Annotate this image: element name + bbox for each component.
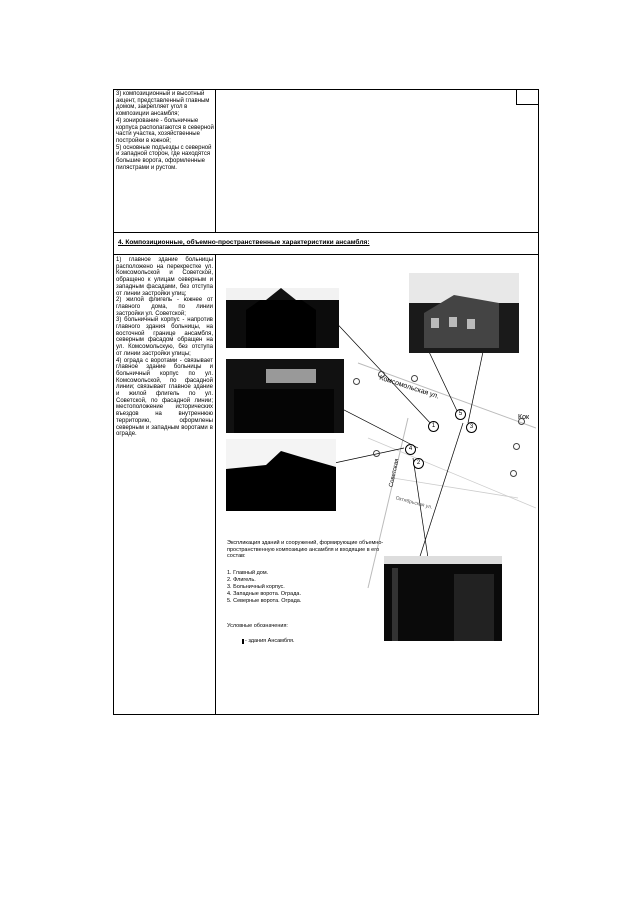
characteristics-list [116,257,213,438]
list-item: 1) главное здание больницы расположено на перекрестке ул. Комсомольской и Советской, обращено к улицам северным и западным фасадами, без отступа от линии застройки улиц; [116,257,213,297]
street-label: Советская [388,458,401,488]
map-marker-5: 5 [455,409,466,420]
corner-box [516,89,539,105]
explication-list [227,570,377,605]
top-column-divider [215,89,216,232]
photo-hospital-building [226,359,344,433]
list-item: 4) ограда с воротами - связывает главное здание больницы и больничный корпус по ул. Комсомольской, по фасадной линии; связывает главное здание и жилой флигель по ул. Советской, по фасадной линии; местоположение исторических въездов на внутреннюю территорию, оформлены северным и западным воротами в ограде. [116,357,213,438]
map-marker-3: 3 [466,422,477,433]
explication-item: 1. Главный дом. [227,570,269,576]
bottom-column-divider [215,254,216,715]
street-label: Октябрьская ул. [394,495,433,511]
site-map [218,258,536,708]
row-divider-2 [113,254,539,255]
list-item: 2) жилой флигель - южнее от главного дома, по линии застройки ул. Советской; [116,297,213,317]
explication-item: 3. Больничный корпус. [227,584,285,590]
explication-item: 5. Северные ворота. Ограда. [227,598,302,604]
poi-icon [373,450,380,457]
street-label: Комсомольская ул. [378,374,440,401]
photo-main-house [226,288,339,348]
legend-title: Условные обозначения: [227,623,288,629]
row-divider-1 [113,232,539,233]
building-symbol-icon [242,639,244,644]
street-label: Кок [518,414,530,421]
list-item: 3) больничный корпус - напротив главного здания больницы, на восточной границе ансамбля, северным фасадом обращен на ул. Комсомольскую, без отступа от линии застройки улицы; [116,317,213,357]
explication-item: 2. Флигель. [227,577,256,583]
photo-wing [409,273,519,353]
explication-title: Экспликация зданий и сооружений, формирующие объемно-пространственную композицию ансамбля и входящие в его состав: [227,540,384,559]
poi-icon [510,470,517,477]
photo-north-gate [384,556,502,641]
map-marker-4: 4 [405,444,416,455]
map-marker-1: 1 [428,421,439,432]
top-left-text: 3) композиционный и высотный акцент, представленный главным домом, закрепляет угол в композиции ансамбля; 4) зонирование - больничные корпуса располагаются в северной части участка, хозяйственные постройки в южной; 5) основные подъезды с северной и западной сторон, где находятся большие ворота, оформленные пилястрами и рустом. [116,91,214,171]
poi-icon [378,371,385,378]
photo-west-gate [226,439,336,511]
legend-row [242,638,295,644]
poi-icon [513,443,520,450]
section-heading: 4. Композиционные, объемно-пространственные характеристики ансамбля: [118,239,370,246]
poi-icon [411,375,418,382]
legend-item: - здания Ансамбля. [245,638,295,644]
explication-item: 4. Западные ворота. Ограда. [227,591,302,597]
poi-icon [353,378,360,385]
poi-icon [518,418,525,425]
map-marker-2: 2 [413,458,424,469]
